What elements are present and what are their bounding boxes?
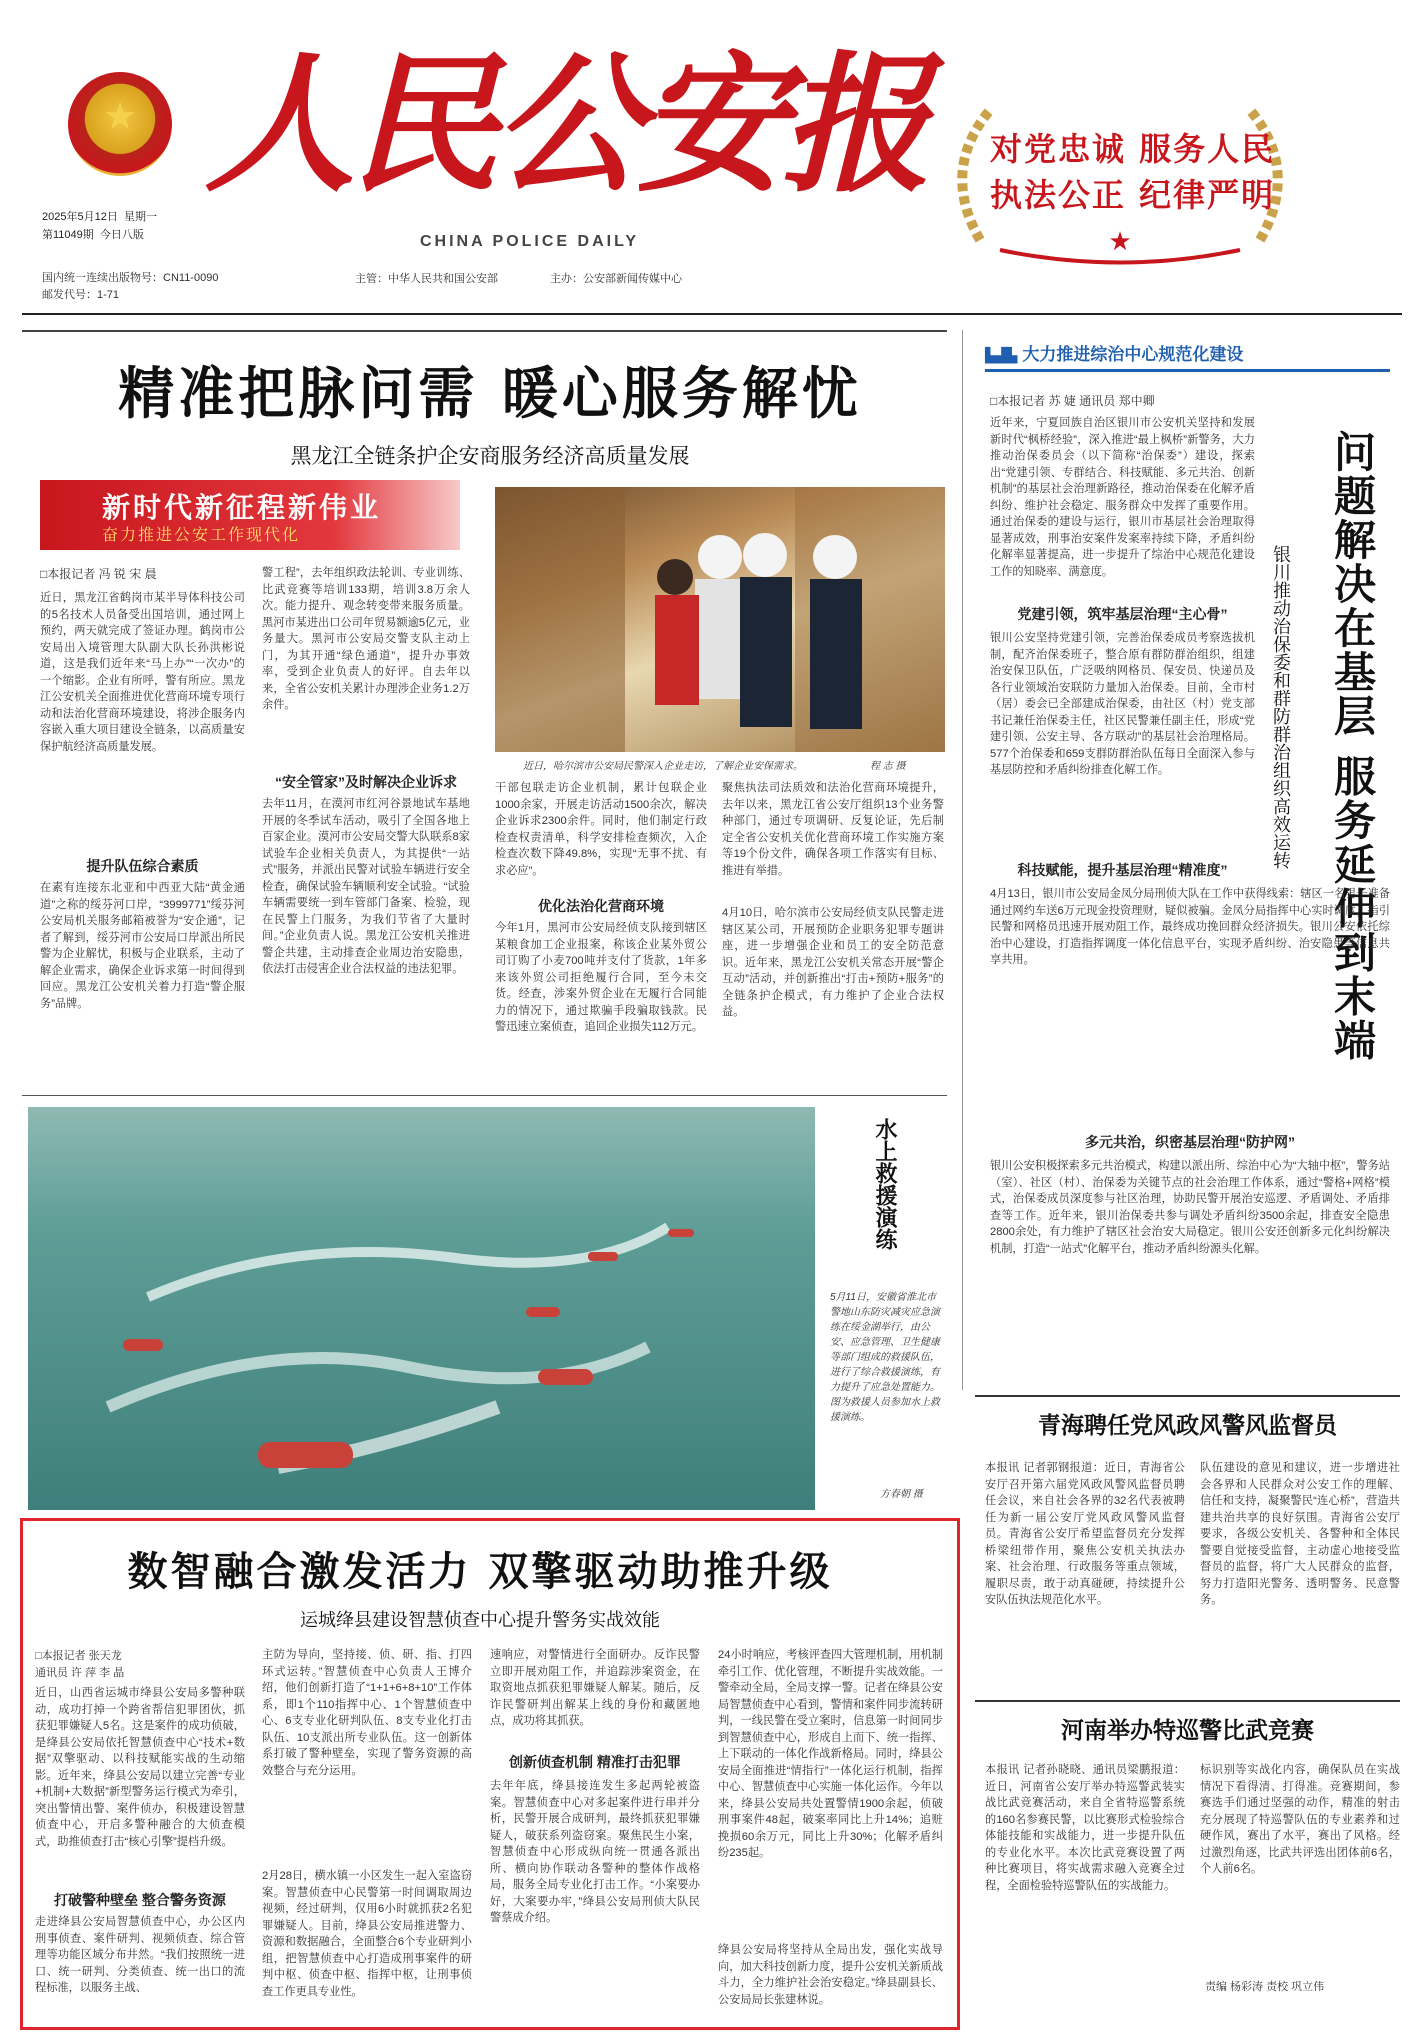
featured-headline: 数智融合激发活力 双擎驱动助推升级 [127, 1548, 833, 1595]
rescue-credit: 方春朝 摄 [880, 1489, 923, 1500]
featured-col-2: 主防为导向，坚持接、侦、研、指、打四环式运转。”智慧侦查中心负责人王博介绍，他们创新打造了“1+1+6+8+10”工作体系，即1个110指挥中心、1个智慧侦查中心、6支专业化研判队伍、8支专业化打击队伍、10支派出所专业队伍。这一创新体系打破了警种壁垒，实现了警务资源的高效整合与充分运用。 [262, 1649, 472, 1777]
slogan-line-2: 执法公正 纪律严明 [990, 176, 1276, 214]
column-tag-label: 大力推进综治中心规范化建设 [1022, 345, 1244, 364]
lead-byline: □本报记者 冯 锐 宋 晨 [40, 567, 157, 581]
lead-headline: 精准把脉问需 暖心服务解忧 [118, 361, 862, 427]
qinghai-top-rule [975, 1395, 1400, 1397]
featured-col-3b: 去年年底，绛县接连发生多起两轮被盗案。智慧侦查中心对多起案件进行串并分析，民警开展合成研判，最终抓获犯罪嫌疑人，破获系列盗窃案。聚焦民生小案，智慧侦查中心形成纵向统一贯通各派出所、横向协作联动各警种的整体作战格局，服务全局专业化打击工作。“小案要办好，大案要办牢，”绛县公安局刑侦大队民警蔡成介绍。 [490, 1780, 700, 1924]
rescue-vertical-title: 水上救援演练 [872, 1118, 898, 1250]
lead-section-2: “安全管家”及时解决企业诉求 [275, 774, 457, 790]
henan-headline: 河南举办特巡警比武竞赛 [1061, 1717, 1314, 1744]
postal-code: 邮发代号：1-71 [42, 289, 120, 301]
qinghai-col-2: 队伍建设的意见和建议，进一步增进社会各界和人民群众对公安工作的理解、信任和支持，凝聚警民“连心桥”，营造共建共治共享的良好氛围。青海省公安厅要求，各级公安机关、各警种和全体民警要自觉接受监督，主动虚心地接受监督员的监督，将广大人民群众的监督，努力打造阳光警务、透明警务、民意警务。 [1200, 1462, 1400, 1606]
right-vertical-subtitle: 银川推动治保委和群防群治组织高效运转 [1271, 545, 1291, 869]
lead-subheadline: 黑龙江全链条护企安商服务经济高质量发展 [290, 445, 690, 468]
lead-col-1: 近日，黑龙江省鹤岗市某半导体科技公司的5名技术人员备受出国培训，通过网上预约，两天就完成了签证办理。鹤岗市公安局出入境管理大队副大队长孙洪彬说道，这是我们近年来“马上办”“一次办”的一个缩影。企业有所呼，警有所应。黑龙江公安机关全面推进优化营商环境专项行动和法治化营商环境建设，将涉企服务内容嵌入重大项目建设全链条，以高质量安保护航经济高质量发展。 [40, 592, 245, 753]
featured-col-4: 24小时响应，考核评查四大管理机制，用机制牵引工作、优化管理，不断提升实战效能。一警牵动全局，全局支撑一警。记者在绛县公安局智慧侦查中心看到，警情和案件同步流转研判，一线民警在受立案时，信息第一时间同步到智慧侦查中心，形成自上而下、统一指挥、上下联动的一体化作战新格局。同时，绛县公安局全面推进“情指行”一体化运行机制，指挥中心、智慧侦查中心实施一体化运作。今年以来，绛县公安局共处置警情1900余起，侦破刑事案件48起，破案率同比上升14%；追赃挽损60余万元，同比上升30%；化解矛盾纠纷235起。 [718, 1649, 943, 1859]
date: 2025年5月12日 [42, 211, 118, 223]
lead-col-4: 聚焦执法司法质效和法治化营商环境提升，去年以来，黑龙江省公安厅组织13个业务警种部门，通过专项调研、反复论证，先后制定全省公安机关优化营商环境工作实施方案等19个份文件，确保各项工作落实有目标、推进有举措。 [722, 782, 944, 877]
slogan [990, 126, 1275, 218]
right-section-1: 党建引领，筑牢基层治理“主心骨” [1017, 606, 1228, 622]
newspaper-title: 人民公安报 [205, 37, 926, 213]
lead-col-2: 警工程”，去年组织政法轮训、专业训练、比武竞赛等培训133期，培训3.8万余人次。能力提升、观念转变带来服务质量。黑河市某进出口公司年贸易额逾5亿元，业务量大。黑河市公安局交警支队主动上门，为其开通“绿色通道”，提升办事效率，受到企业负责人的好评。自去年以来，全省公安机关累计办理涉企业务1.2万余件。 [262, 567, 470, 711]
qinghai-headline: 青海聘任党风政风警风监督员 [1038, 1412, 1337, 1439]
lead-col-3: 干部包联走访企业机制，累计包联企业1000余家，开展走访活动1500余次，解决企业诉求2300余件。同时，他们制定行政检查权责清单，科学安排检查频次，入企检查次数下降49.8%，实现“无事不扰、有求必应”。 [495, 782, 707, 877]
lead-section-1: 提升队伍综合素质 [86, 858, 199, 874]
editor-byline: 责编 杨彩涛 责校 巩立伟 [1205, 1981, 1325, 1993]
column-banner [40, 480, 460, 550]
featured-section-2: 创新侦查机制 精准打击犯罪 [509, 1754, 681, 1770]
lead-photo [495, 487, 945, 752]
featured-byline-1: □本报记者 张天龙 [35, 1650, 122, 1662]
date-info [42, 208, 157, 244]
featured-subheadline: 运城绛县建设智慧侦查中心提升警务实战效能 [300, 1610, 660, 1630]
slogan-line-1: 对党忠诚 服务人民 [990, 130, 1276, 168]
lead-section-3: 优化法治化营商环境 [538, 898, 664, 914]
column-tag [985, 340, 1390, 372]
publication-info [42, 270, 218, 304]
right-para-3: 4月13日，银川市公安局金凤分局刑侦大队在工作中获得线索：辖区一名男子准备通过网约车送6万元现金投资理财，疑似被骗。金凤分局指挥中心实时调度，指引民警和网格员迅速开展劝阻工作，最终成功挽回群众经济损失。银川公安依托综治中心建设，打造指挥调度一体化信息平台，实现矛盾纠纷、治安隐患等信息共享共用。 [990, 888, 1390, 966]
newspaper-english-title: CHINA POLICE DAILY [420, 233, 640, 250]
lead-bottom-rule [22, 1095, 947, 1096]
lead-col-4b: 4月10日，哈尔滨市公安局经侦支队民警走进辖区某公司，开展预防企业职务犯罪专题讲座，进一步增强企业和员工的安全防范意识。近年来，黑龙江公安机关常态开展“警企互动”活动，并创新推出“打击+预防+服务”的全链条护企模式，有力维护了企业合法权益。 [722, 907, 944, 1018]
lead-photo-caption: 近日，哈尔滨市公安局民警深入企业走访，了解企业安保需求。 [523, 761, 803, 772]
lead-col-2b: 去年11月，在漠河市红河谷景地试车基地开展的冬季试车活动，吸引了全国各地上百家企业。漠河市公安局交警大队联系8家试验车企业相关负责人，为其提供“一站式”服务，并派出民警对试验车辆进行安全检查，确保试验车辆顺利安全试验。“试验车辆需要统一到车管部门备案、检验，现在民警上门服务，为我们节省了大量时间。”企业负责人说。黑龙江公安机关推进警企共建，主动排查企业周边治安隐患，依法打击侵害企业合法权益的违法犯罪。 [262, 798, 470, 975]
column-banner-subtitle: 奋力推进公安工作现代化 [102, 527, 301, 544]
city-skyline-icon: ▙▟▙ [985, 348, 1018, 364]
right-vertical-title: 问题解决在基层 服务延伸到末端 [1328, 430, 1377, 1063]
featured-byline-2: 通讯员 许 萍 李 晶 [35, 1667, 125, 1679]
right-section-2: 科技赋能，提升基层治理“精准度” [1017, 862, 1228, 878]
rescue-photo [28, 1107, 815, 1510]
organizer: 主办：公安部新闻传媒中心 [550, 273, 682, 285]
star-icon: ★ [102, 94, 138, 138]
masthead-divider [22, 313, 1402, 315]
police-emblem-icon [68, 72, 172, 176]
lead-col-3b: 今年1月，黑河市公安局经侦支队接到辖区某粮食加工企业报案，称该企业某外贸公司订购了小麦700吨并支付了货款，1年多来该外贸公司拒绝履行合同，至今未交货。经查，涉案外贸企业在无履行合同能力的情况下，通过欺骗手段骗取钱款。民警迅速立案侦查，追回企业损失112万元。 [495, 922, 707, 1033]
henan-top-rule [975, 1700, 1400, 1702]
page-count: 今日八版 [99, 229, 144, 241]
lead-photo-credit: 程 志 摄 [870, 761, 906, 772]
svg-text:★: ★ [1108, 227, 1132, 257]
right-section-3: 多元共治，织密基层治理“防护网” [1085, 1134, 1295, 1150]
featured-col-2b: 2月28日，横水镇一小区发生一起入室盗窃案。智慧侦查中心民警第一时间调取周边视频，经过研判，仅用6小时就抓获2名犯罪嫌疑人。目前，绛县公安局推进警力、资源和数据融合，全面整合6个专业研判小组，把智慧侦查中心打造成刑事案件的研判中枢、侦查中枢、指挥中枢，让刑事侦查工作更具专业性。 [262, 1870, 472, 1998]
vertical-divider [962, 330, 963, 1390]
weekday: 星期一 [123, 211, 157, 223]
qinghai-col-1: 本报讯 记者郭钢报道：近日，青海省公安厅召开第六届党风政风警风监督员聘任会议，来自社会各界的32名代表被聘任为新一届公安厅党风政风警风监督员。青海省公安厅希望监督员充分发挥桥梁纽带作用，聚焦公安机关执法办案、社会治理、行政服务等重点领域，履职尽责，敢于动真碰硬，持续提升公安队伍执法规范化水平。 [985, 1462, 1185, 1606]
featured-col-1b: 走进绛县公安局智慧侦查中心，办公区内刑事侦查、案件研判、视频侦查、综合管理等功能区域分布井然。“我们按照统一进口、统一研判、分类侦查、统一出口的流程标准，以服务主战、 [35, 1916, 245, 1994]
sponsor: 主管：中华人民共和国公安部 [355, 273, 498, 285]
cn-number: 国内统一连续出版物号：CN11-0090 [42, 272, 219, 284]
featured-section-1: 打破警种壁垒 整合警务资源 [54, 1892, 226, 1908]
featured-col-3: 速响应，对警情进行全面研办。反诈民警立即开展劝阻工作，并追踪涉案资金，在取资地点抓获犯罪嫌疑人解某。随后，反诈民警研判出解某上线的身份和藏匿地点，成功将其抓获。 [490, 1649, 700, 1727]
right-para-2: 银川公安坚持党建引领，完善治保委成员考察选拔机制，配齐治保委班子，整合原有群防群治组织，组建治安保卫队伍，广泛吸纳网格员、保安员、快递员及各行业领域治安联防力量加入治保委。目前，全市村（居）委会已全部建成治保委，由社区（村）党支部书记兼任治保委主任，社区民警兼任副主任，形成“党建引领、公安主导、各方联动”的基层社会治理格局。577个治保委和659支群防群治队伍每日全面深入参与基层防控和矛盾纠纷排查化解工作。 [990, 632, 1255, 776]
column-banner-title: 新时代新征程新伟业 [102, 491, 382, 524]
henan-col-2: 标识别等实战化内容，确保队员在实战情况下看得清、打得准。竞赛期间，参赛选手们通过坚强的动作，精准的射击充分展现了特巡警队伍的专业素养和过硬作风，赛出了水平，赛出了风格。经过激烈角逐，比武共评选出团体前6名，个人前6名。 [1200, 1764, 1400, 1875]
right-para-1: 近年来，宁夏回族自治区银川市公安机关坚持和发展新时代“枫桥经验”，深入推进“最上枫桥”新警务，大力推动治保委员会（以下简称“治保委”）建设，探索出“党建引领、专群结合、科技赋能、多元共治、创新机制”的基层社会治理新路径，推动治保委在化解矛盾纠纷、维护社会稳定、服务群众中发挥了重要作用。通过治保委的建设与运行，银川市基层社会治理取得显著成效，刑事治安案件发案率持续下降，矛盾纠纷化解率显著提高，进一步提升了综治中心规范化建设工作的知晓率、满意度。 [990, 417, 1255, 578]
henan-col-1: 本报讯 记者孙晓晓、通讯员梁鹏报道：近日，河南省公安厅举办特巡警武装实战比武竞赛活动，来自全省特巡警系统的160名参赛民警，以比赛形式检验综合体能技能和实战能力，进一步提升队伍的专业化水平。本次比武竞赛设置了两种比赛项目，将实战需求融入竞赛全过程，全面检验特巡警队伍的实战能力。 [985, 1764, 1185, 1892]
right-byline: □本报记者 苏 婕 通讯员 郑中卿 [990, 394, 1155, 408]
featured-col-4b: 绛县公安局将坚持从全局出发，强化实战导向，加大科技创新力度，提升公安机关新质战斗力，全力维护社会治安稳定。”绛县副县长、公安局局长张建林说。 [718, 1944, 943, 2006]
rescue-caption: 5月11日，安徽省淮北市警地山东防灾减灾应急演练在绥金湖举行，由公安、应急管理、卫生健康等部门组成的救援队伍，进行了综合救援演练，有力提升了应急处置能力。图为救援人员参加水上救援演练。 [830, 1292, 940, 1423]
issue: 第11049期 [42, 229, 94, 241]
featured-col-1: 近日，山西省运城市绛县公安局多警种联动，成功打掉一个跨省帮信犯罪团伙，抓获犯罪嫌疑人5名。这是案件的成功侦破，是绛县公安局依托智慧侦查中心“技术+数据”双擎驱动、以科技赋能实战的生动缩影。近年来，绛县公安局以建立完善“专业+机制+大数据”新型警务运行模式为牵引，突出警情出警、案件侦办，积极建设智慧侦查中心，开启多警种融合的大侦查模式，助推侦查打击“核心引擎”提档升级。 [35, 1687, 245, 1848]
lead-top-rule [22, 330, 947, 332]
lead-col-1b: 在素有连接东北亚和中西亚大陆“黄金通道”之称的绥芬河口岸，“3999771”绥芬河公安局机关服务邮箱被誉为“安企通”，记者了解到，绥芬河市公安局口岸派出所民警为企业解忧，积极与企业联系，主动了解企业需求，确保企业诉求第一时间得到回应。黑龙江公安机关着力打造“警企服务”品牌。 [40, 882, 245, 1010]
right-para-4: 银川公安积极探索多元共治模式，构建以派出所、综治中心为“大轴中枢”，警务站（室）、社区（村）、治保委为关键节点的社会治理工作体系，通过“警格+网格”模式，治保委成员深度参与社区治理，协助民警开展治安巡逻、矛盾调处、矛盾排查等工作。近年来，银川治保委共参与调处矛盾纠纷3500余起，排查安全隐患2800余处，有力维护了辖区社会治安大局稳定。银川公安还创新多元化纠纷解决机制，打造“一站式”化解平台，推动矛盾纠纷源头化解。 [990, 1160, 1390, 1255]
